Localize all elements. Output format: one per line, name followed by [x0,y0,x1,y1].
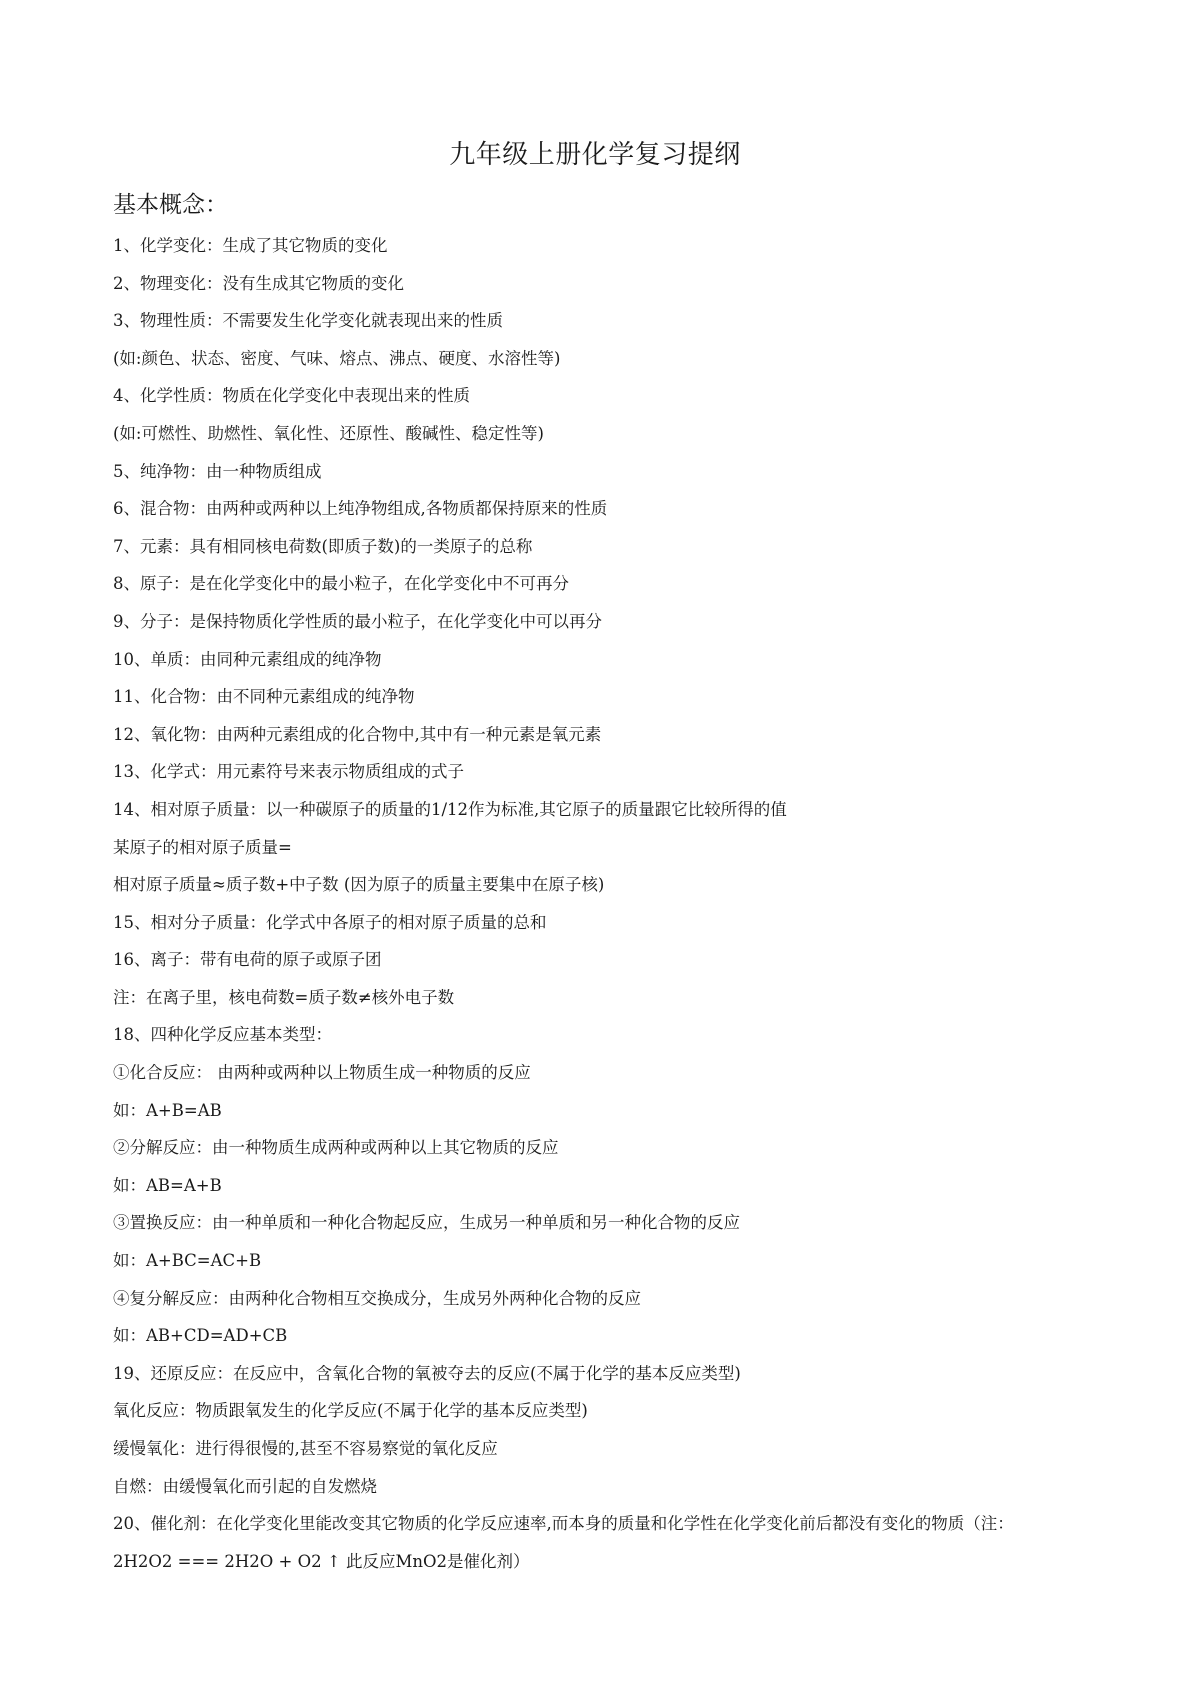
page-title: 九年级上册化学复习提纲 [449,140,741,170]
text-line: 2、物理变化：没有生成其它物质的变化 [113,273,404,293]
text-line: 18、四种化学反应基本类型： [113,1025,332,1045]
text-line: 20、催化剂：在化学变化里能改变其它物质的化学反应速率,而本身的质量和化学性在化学变化前后都没有变化的物质（注： [113,1514,1014,1534]
text-line: 5、纯净物：由一种物质组成 [113,461,322,481]
text-line: 如：AB+CD=AD+CB [113,1326,288,1346]
text-line: 如：A+BC=AC+B [113,1251,262,1271]
text-line: 9、分子：是保持物质化学性质的最小粒子，在化学变化中可以再分 [113,611,602,631]
text-line: 16、离子：带有电荷的原子或原子团 [113,950,382,970]
text-line: 相对原子质量≈质子数+中子数 (因为原子的质量主要集中在原子核) [113,875,605,895]
text-line: 15、相对分子质量：化学式中各原子的相对原子质量的总和 [113,912,547,932]
text-line: 某原子的相对原子质量= [113,837,292,857]
text-line: (如:颜色、状态、密度、气味、熔点、沸点、硬度、水溶性等) [113,348,561,368]
text-line: 11、化合物：由不同种元素组成的纯净物 [113,687,415,707]
text-line: 7、元素：具有相同核电荷数(即质子数)的一类原子的总称 [113,536,533,556]
text-line: 2H2O2 === 2H2O + O2 ↑ 此反应MnO2是催化剂） [113,1551,530,1571]
text-line: 12、氧化物：由两种元素组成的化合物中,其中有一种元素是氧元素 [113,724,602,744]
text-line: 10、单质：由同种元素组成的纯净物 [113,649,382,669]
concept-list [113,233,1113,1586]
text-line: 氧化反应：物质跟氧发生的化学反应(不属于化学的基本反应类型) [113,1401,588,1421]
text-line: 如：A+B=AB [113,1100,222,1120]
section-heading: 基本概念： [113,192,228,218]
text-line: 4、化学性质：物质在化学变化中表现出来的性质 [113,386,470,406]
text-line: 缓慢氧化：进行得很慢的,甚至不容易察觉的氧化反应 [113,1439,498,1458]
text-line: ①化合反应： 由两种或两种以上物质生成一种物质的反应 [113,1063,531,1083]
text-line: 19、还原反应：在反应中，含氧化合物的氧被夺去的反应(不属于化学的基本反应类型) [113,1363,741,1383]
text-line: 8、原子：是在化学变化中的最小粒子，在化学变化中不可再分 [113,574,569,594]
text-line: ④复分解反应：由两种化合物相互交换成分，生成另外两种化合物的反应 [113,1288,641,1308]
text-line: 1、化学变化：生成了其它物质的变化 [113,236,388,255]
text-line: 如：AB=A+B [113,1175,222,1195]
text-line: 14、相对原子质量：以一种碳原子的质量的1/12作为标准,其它原子的质量跟它比较所得的值 [113,799,787,819]
text-line: 13、化学式：用元素符号来表示物质组成的式子 [113,762,464,782]
text-line: ②分解反应：由一种物质生成两种或两种以上其它物质的反应 [113,1138,559,1158]
text-line: 注：在离子里，核电荷数=质子数≠核外电子数 [113,987,455,1007]
text-line: 3、物理性质：不需要发生化学变化就表现出来的性质 [113,311,503,331]
text-line: 6、混合物：由两种或两种以上纯净物组成,各物质都保持原来的性质 [113,499,608,519]
text-line: (如:可燃性、助燃性、氧化性、还原性、酸碱性、稳定性等) [113,423,544,443]
text-line: 自燃：由缓慢氧化而引起的自发燃烧 [113,1476,377,1496]
text-line: ③置换反应：由一种单质和一种化合物起反应，生成另一种单质和另一种化合物的反应 [113,1213,740,1233]
